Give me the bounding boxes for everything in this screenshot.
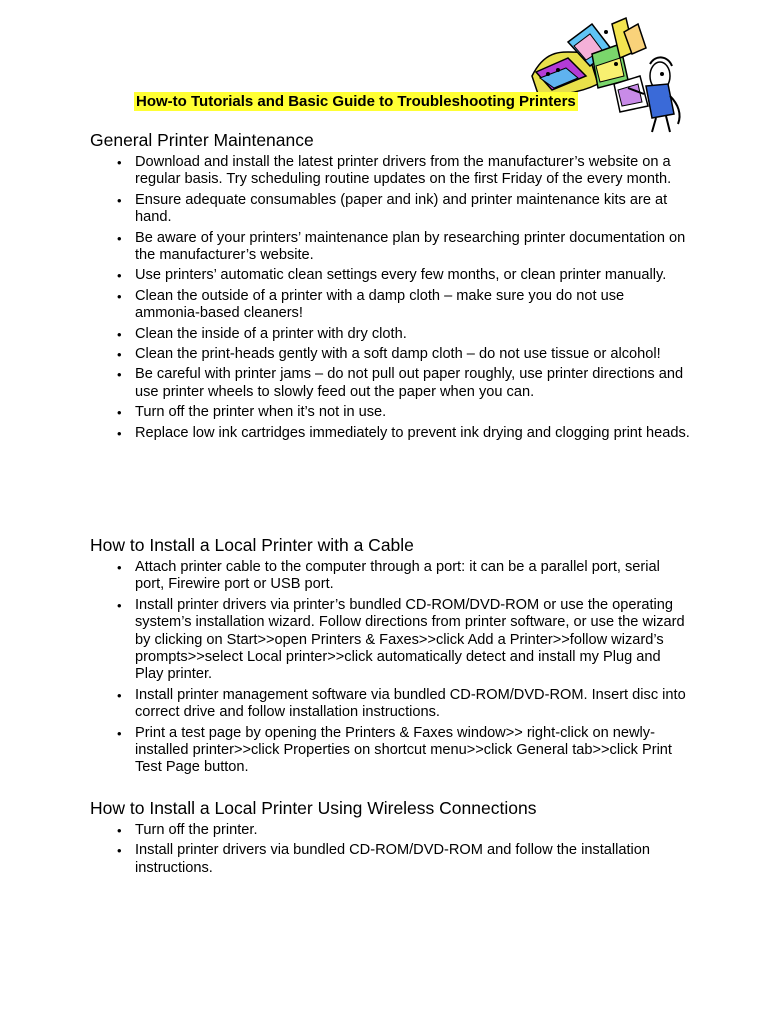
list-item [90,822,690,839]
bullet-icon: • [117,230,122,246]
bullet-icon: • [117,425,122,441]
list-item-text: Turn off the printer. [135,822,258,838]
list-item-text: Install printer drivers via printer’s bundled CD-ROM/DVD-ROM or use the operating system’s installation wizard. Follow directions from printer software, or use the wizard by clicking on Start>>open Printers & Faxes>>click Add a Printer>>follow wizard’s prompts>>select Local printer>>click automatically detect and install my Plug and Play printer. [135,596,685,683]
section-install-local-cable [90,534,690,780]
list-item [90,267,690,284]
list-item [90,154,690,189]
list-item-text: Be careful with printer jams – do not pull out paper roughly, use printer directions and use printer wheels to slowly feed out the paper when you can. [135,366,684,400]
list-item-text: Clean the outside of a printer with a damp cloth – make sure you do not use ammonia-based cleaners! [135,287,625,322]
list-item-text: Clean the print-heads gently with a soft damp cloth – do not use tissue or alcohol! [135,346,661,363]
list-item-text: Be aware of your printers’ maintenance plan by researching printer documentation on the manufacturer’s website. [135,229,686,264]
list-item [90,366,690,401]
bullet-icon: • [117,725,122,741]
section-heading: How to Install a Local Printer Using Wireless Connections [90,798,537,818]
list-item [90,346,690,363]
bullet-icon: • [117,288,122,304]
list-item-text: Ensure adequate consumables (paper and ink) and printer maintenance kits are at hand. [135,191,668,226]
bullet-icon: • [117,405,122,421]
list-item [90,326,690,343]
section-general-maintenance [90,129,690,445]
list-item-text: Download and install the latest printer drivers from the manufacturer’s website on a regular basis. Try scheduling routine updates on the first Friday of the every month. [135,154,672,188]
list-item-text: Install printer drivers via bundled CD-ROM/DVD-ROM and follow the installation instructions. [135,842,651,876]
section-install-wireless [90,797,690,880]
bullet-icon: • [117,823,122,838]
list-item [90,597,690,684]
list-item [90,842,690,877]
list-item-text: Use printers’ automatic clean settings every few months, or clean printer manually. [135,267,667,284]
list-item [90,687,690,722]
bullet-icon: • [117,347,122,363]
bullet-icon: • [117,192,122,208]
list-item-text: Attach printer cable to the computer through a port: it can be a parallel port, serial port, Firewire port or USB port. [135,559,660,593]
list-item [90,559,690,594]
list-item [90,192,690,227]
bullet-icon: • [117,155,122,170]
bullet-icon: • [117,367,122,383]
bullet-icon: • [117,687,122,703]
bullet-icon: • [117,326,122,342]
bullet-icon: • [117,268,122,284]
list-item [90,425,690,442]
bullet-list [90,559,690,777]
bullet-icon: • [117,843,122,859]
list-item-text: Replace low ink cartridges immediately to prevent ink drying and clogging print heads. [135,424,690,441]
document-title: How-to Tutorials and Basic Guide to Troubleshooting Printers [136,93,576,110]
section-heading: How to Install a Local Printer with a Cable [90,535,414,555]
bullet-icon: • [117,560,122,575]
list-item-text: Turn off the printer when it’s not in use. [135,404,387,421]
list-item-text: Install printer management software via bundled CD-ROM/DVD-ROM. Insert disc into correct drive and follow installation instructions. [135,686,686,721]
bullet-list [90,154,690,442]
bullet-list [90,822,690,877]
list-item [90,725,690,777]
list-item-text: Print a test page by opening the Printers & Faxes window>> right-click on newly-installed printer>>click Properties on shortcut menu>>click General tab>>click Print Test Page button. [135,724,672,776]
list-item [90,230,690,265]
printer-paper-clipart-icon [528,14,688,134]
list-item [90,288,690,323]
list-item-text: Clean the inside of a printer with dry cloth. [135,325,407,342]
section-heading: General Printer Maintenance [90,130,314,150]
bullet-icon: • [117,597,122,613]
list-item [90,404,690,421]
